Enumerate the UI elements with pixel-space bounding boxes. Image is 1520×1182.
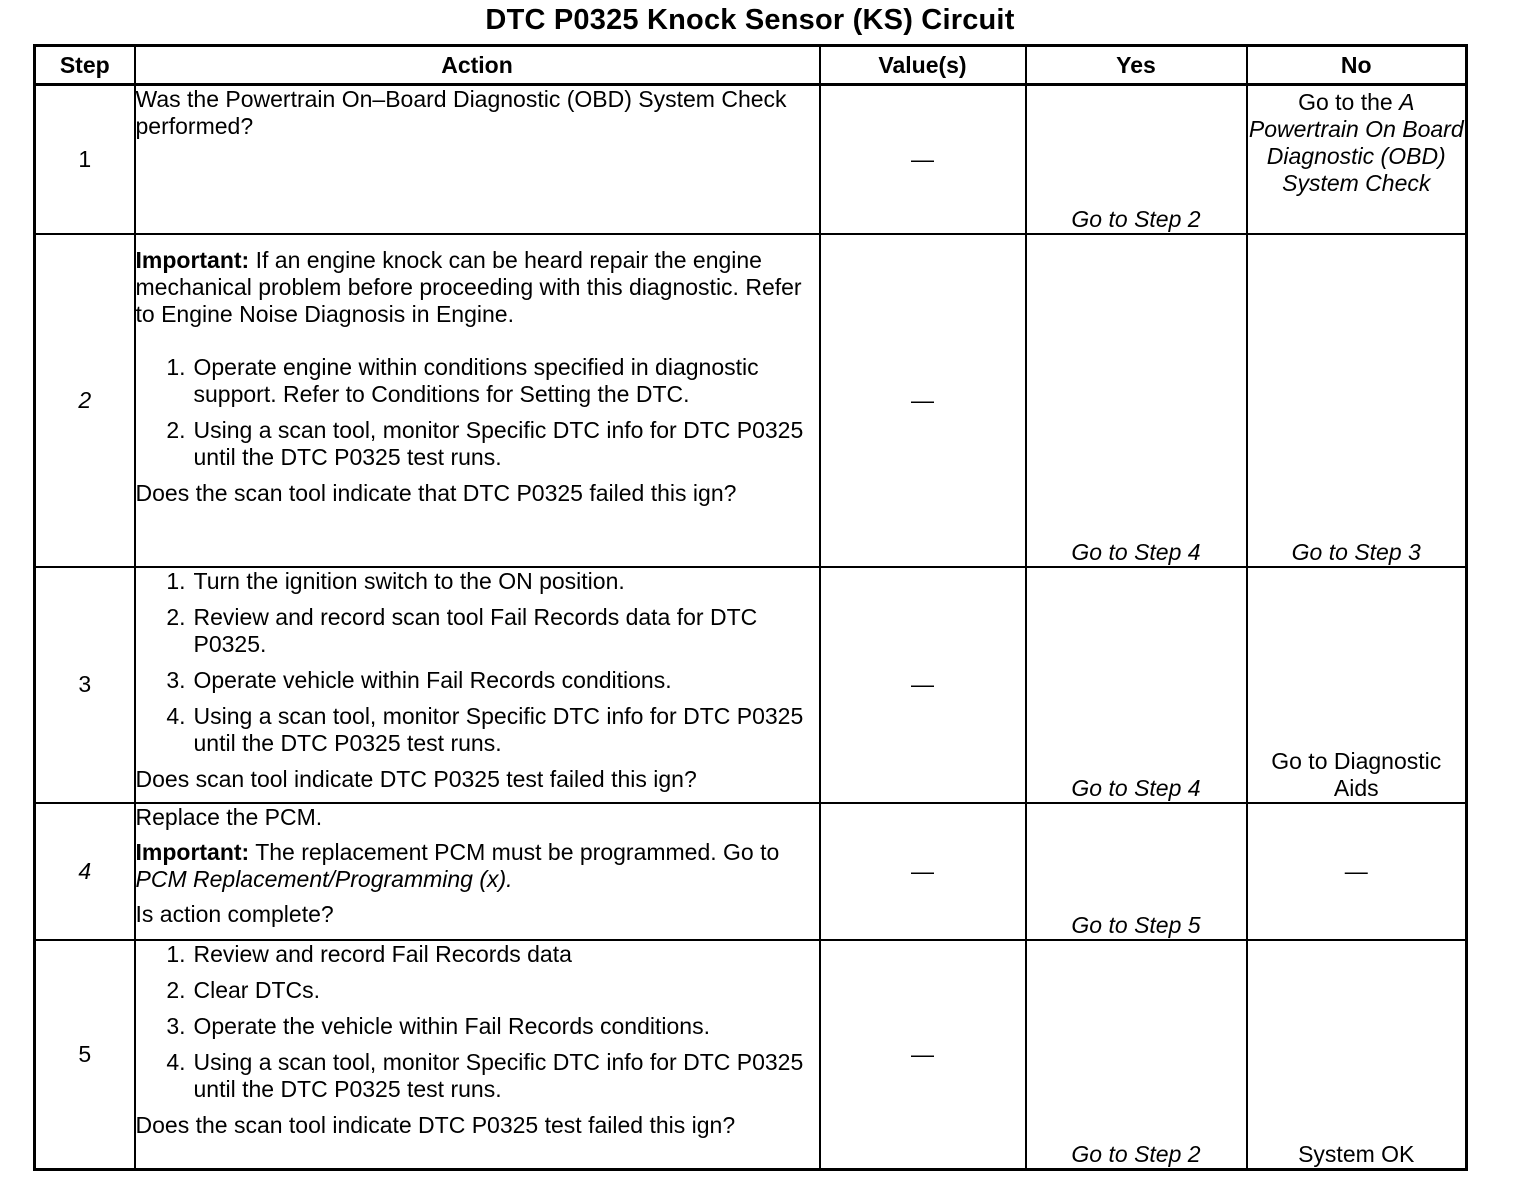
action-steps xyxy=(136,568,819,757)
step-number: 4 xyxy=(35,803,135,940)
important-label: Important: xyxy=(135,246,250,273)
value-cell: — xyxy=(820,567,1026,803)
action-steps xyxy=(136,941,819,1103)
action-question: Does the scan tool indicate DTC P0325 test failed this ign? xyxy=(135,1111,736,1138)
table-row xyxy=(35,234,1467,567)
important-note xyxy=(136,839,819,893)
column-header-no: No xyxy=(1247,46,1467,85)
value-cell: — xyxy=(820,803,1026,940)
action-question: Is action complete? xyxy=(135,900,334,927)
column-header-step: Step xyxy=(35,46,135,85)
action-cell xyxy=(135,567,820,803)
diagnostic-table xyxy=(33,44,1468,1171)
column-header-values: Value(s) xyxy=(820,46,1026,85)
no-cell xyxy=(1247,85,1467,234)
list-text: Turn the ignition switch to the ON position. xyxy=(193,567,625,594)
no-cell: Go to Step 3 xyxy=(1247,234,1467,567)
yes-cell: Go to Step 2 xyxy=(1026,85,1247,234)
list-text: Review and record scan tool Fail Records data for DTC P0325. xyxy=(193,603,758,657)
value-cell: — xyxy=(820,940,1026,1170)
yes-cell: Go to Step 2 xyxy=(1026,940,1247,1170)
yes-cell: Go to Step 4 xyxy=(1026,234,1247,567)
list-item xyxy=(136,667,819,694)
list-text: Review and record Fail Records data xyxy=(193,940,572,967)
action-question: Was the Powertrain On–Board Diagnostic (OBD) System Check performed? xyxy=(135,86,787,139)
list-text: Using a scan tool, monitor Specific DTC info for DTC P0325 until the DTC P0325 test runs. xyxy=(193,1048,804,1102)
important-link-text: PCM Replacement/Programming (x). xyxy=(135,865,513,892)
list-number: 4. xyxy=(166,702,186,729)
list-item xyxy=(136,703,819,757)
value-cell: — xyxy=(820,85,1026,234)
list-text: Using a scan tool, monitor Specific DTC info for DTC P0325 until the DTC P0325 test runs. xyxy=(193,702,804,756)
table-row xyxy=(35,803,1467,940)
important-label: Important: xyxy=(135,838,250,865)
important-text: The replacement PCM must be programmed. Go to xyxy=(249,838,780,865)
table-row xyxy=(35,85,1467,234)
list-number: 4. xyxy=(166,1048,186,1075)
no-prefix: Go to the xyxy=(1298,89,1400,115)
no-cell: — xyxy=(1247,803,1467,940)
step-number: 2 xyxy=(35,234,135,567)
important-note xyxy=(136,247,819,328)
list-item xyxy=(136,1013,819,1040)
list-item xyxy=(136,417,819,471)
list-item xyxy=(136,568,819,595)
action-steps xyxy=(136,354,819,471)
no-cell: System OK xyxy=(1247,940,1467,1170)
table-row xyxy=(35,567,1467,803)
header-row xyxy=(35,46,1467,85)
list-number: 2. xyxy=(166,603,186,630)
no-link-text: A Powertrain On Board Diagnostic (OBD) System Check xyxy=(1248,89,1464,196)
list-number: 3. xyxy=(166,1012,186,1039)
list-item xyxy=(136,604,819,658)
list-number: 1. xyxy=(166,353,186,380)
action-cell xyxy=(135,85,820,234)
action-cell xyxy=(135,940,820,1170)
list-text: Clear DTCs. xyxy=(193,976,321,1003)
step-number: 1 xyxy=(35,85,135,234)
column-header-action: Action xyxy=(135,46,820,85)
action-question: Does scan tool indicate DTC P0325 test failed this ign? xyxy=(135,765,697,792)
list-number: 3. xyxy=(166,666,186,693)
list-number: 1. xyxy=(166,940,186,967)
step-number: 5 xyxy=(35,940,135,1170)
yes-cell: Go to Step 5 xyxy=(1026,803,1247,940)
yes-cell: Go to Step 4 xyxy=(1026,567,1247,803)
step-number: 3 xyxy=(35,567,135,803)
value-cell: — xyxy=(820,234,1026,567)
list-number: 1. xyxy=(166,567,186,594)
action-intro: Replace the PCM. xyxy=(135,803,323,830)
important-text: If an engine knock can be heard repair the engine mechanical problem before proceeding with this diagnostic. Refer to Engine Noise Diagnosis in Engine. xyxy=(135,246,802,327)
page-title: DTC P0325 Knock Sensor (KS) Circuit xyxy=(485,4,1015,36)
list-item xyxy=(136,941,819,968)
action-cell xyxy=(135,803,820,940)
list-item xyxy=(136,977,819,1004)
action-question: Does the scan tool indicate that DTC P0325 failed this ign? xyxy=(135,479,737,506)
list-item xyxy=(136,354,819,408)
list-text: Using a scan tool, monitor Specific DTC info for DTC P0325 until the DTC P0325 test runs. xyxy=(193,416,804,470)
column-header-yes: Yes xyxy=(1026,46,1247,85)
list-number: 2. xyxy=(166,416,186,443)
no-cell: Go to Diagnostic Aids xyxy=(1247,567,1467,803)
list-text: Operate vehicle within Fail Records conditions. xyxy=(193,666,672,693)
table-row xyxy=(35,940,1467,1170)
list-text: Operate the vehicle within Fail Records conditions. xyxy=(193,1012,710,1039)
list-number: 2. xyxy=(166,976,186,1003)
action-cell xyxy=(135,234,820,567)
list-text: Operate engine within conditions specified in diagnostic support. Refer to Conditions for Setting the DTC. xyxy=(193,353,759,407)
list-item xyxy=(136,1049,819,1103)
